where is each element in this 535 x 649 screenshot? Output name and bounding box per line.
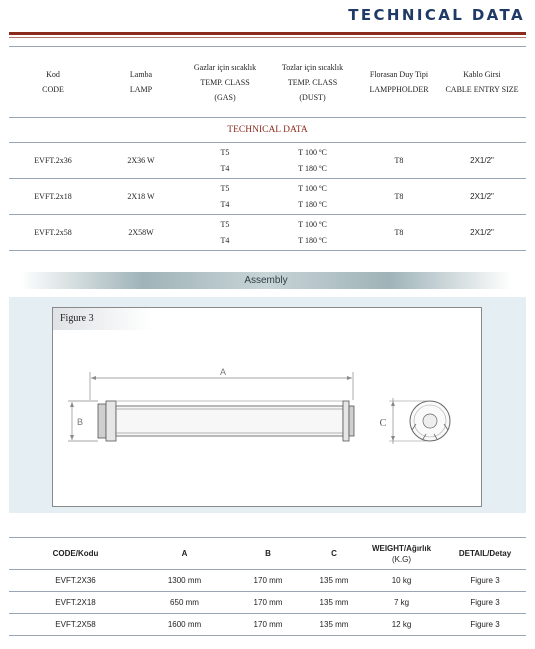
dimensions-table bbox=[9, 537, 526, 636]
dimension-a-label: A bbox=[219, 367, 227, 377]
title-rule-thick bbox=[9, 32, 526, 35]
dimensions-header-row: CODE/Kodu A B C WEIGHT/Ağırlık (K.G) DETAIL/Detay bbox=[9, 538, 526, 570]
page-title: TECHNICAL DATA bbox=[348, 6, 525, 24]
dimension-c-label: C bbox=[379, 418, 387, 429]
dimension-b-label: B bbox=[76, 417, 84, 427]
table-row: EVFT.2x18 2X18 W T5 T4 T 100 ºC T 180 ºC T8 2X1/2" bbox=[9, 179, 526, 215]
header-temp-gas: Gazlar için sıcaklık TEMP. CLASS (GAS) bbox=[185, 47, 265, 118]
technical-section-row bbox=[9, 118, 526, 143]
table-row: EVFT.2X58 1600 mm 170 mm 135 mm 12 kg Figure 3 bbox=[9, 614, 526, 636]
header-lampholder: Florasan Duy Tipi LAMPPHOLDER bbox=[360, 47, 438, 118]
table-row: EVFT.2X36 1300 mm 170 mm 135 mm 10 kg Figure 3 bbox=[9, 570, 526, 592]
luminaire-end-view bbox=[389, 398, 450, 444]
figure-label: Figure 3 bbox=[53, 308, 153, 330]
header-temp-dust: Tozlar için sıcaklık TEMP. CLASS (DUST) bbox=[265, 47, 360, 118]
technical-data-table bbox=[9, 46, 526, 251]
table-row: EVFT.2x36 2X36 W T5 T4 T 100 ºC T 180 ºC T8 2X1/2" bbox=[9, 143, 526, 179]
title-rule-thin bbox=[9, 37, 526, 38]
figure-panel bbox=[9, 297, 526, 513]
luminaire-side-view bbox=[98, 401, 354, 441]
table-row: EVFT.2x58 2X58W T5 T4 T 100 ºC T 180 ºC T8 2X1/2" bbox=[9, 215, 526, 251]
header-cable-entry: Kablo Girsi CABLE ENTRY SIZE bbox=[438, 47, 526, 118]
section-title: TECHNICAL DATA bbox=[9, 118, 526, 143]
assembly-banner: Assembly bbox=[20, 272, 512, 289]
figure-frame bbox=[52, 307, 482, 507]
table-row: EVFT.2X18 650 mm 170 mm 135 mm 7 kg Figure 3 bbox=[9, 592, 526, 614]
luminaire-drawing bbox=[53, 308, 481, 506]
header-code: Kod CODE bbox=[9, 47, 97, 118]
header-lamp: Lamba LAMP bbox=[97, 47, 185, 118]
technical-header-row bbox=[9, 47, 526, 118]
